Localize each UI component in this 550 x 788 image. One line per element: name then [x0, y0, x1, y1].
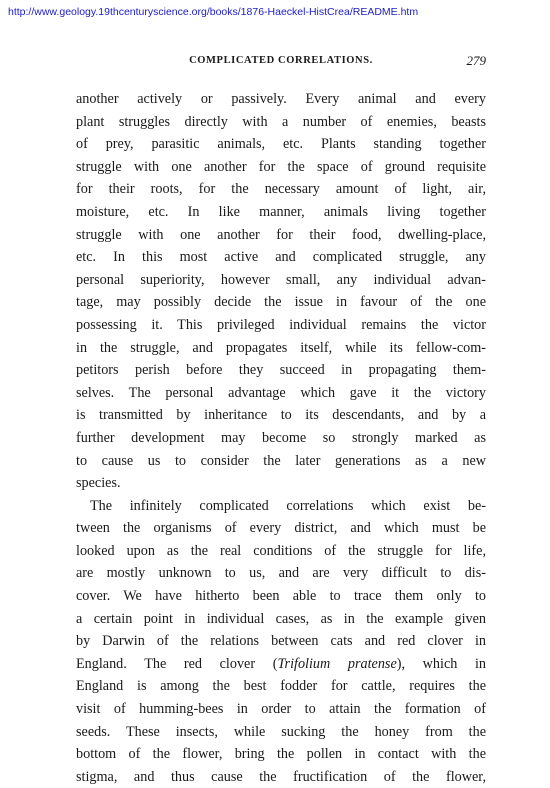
running-title: COMPLICATED CORRELATIONS.: [189, 55, 373, 66]
text-line: tween the organisms of every district, and which must be: [76, 520, 486, 537]
text-line: personal superiority, however small, any individual advan-: [76, 271, 486, 288]
text-line: in the struggle, and propagates itself, while its fellow-com-: [76, 339, 486, 356]
text-line: bottom of the flower, bring the pollen in contact with the: [76, 746, 486, 763]
text-line: to cause us to consider the later generations as a new: [76, 452, 486, 469]
text-line: for their roots, for the necessary amount of light, air,: [76, 181, 486, 198]
text-line: further development may become so strongly marked as: [76, 429, 486, 446]
text-line: species.: [76, 475, 121, 492]
text-line: looked upon as the real conditions of the struggle for life,: [76, 542, 486, 559]
text-line: possessing it. This privileged individual remains the victor: [76, 316, 486, 333]
text-line: The infinitely complicated correlations which exist be-: [90, 497, 486, 514]
text-line: seeds. These insects, while sucking the honey from the: [76, 723, 486, 740]
text-line: plant struggles directly with a number of enemies, beasts: [76, 113, 486, 130]
page-number: 279: [466, 53, 486, 68]
text-segment: ), which in: [396, 655, 486, 672]
body-text: [76, 88, 486, 788]
text-line: visit of humming-bees in order to attain the formation of: [76, 701, 486, 718]
text-line: stigma, and thus cause the fructification of the flower,: [76, 768, 486, 785]
text-line: tage, may possibly decide the issue in favour of the one: [76, 294, 486, 311]
text-line: cover. We have hitherto been able to trace them only to: [76, 588, 486, 605]
text-line: another actively or passively. Every animal and every: [76, 91, 486, 107]
text-line: petitors perish before they succeed in propagating them-: [76, 362, 486, 379]
text-line: England is among the best fodder for cattle, requires the: [76, 678, 486, 695]
text-line: moisture, etc. In like manner, animals living together: [76, 203, 486, 220]
text-segment: England. The red clover (: [76, 655, 278, 672]
text-line: by Darwin of the relations between cats and red clover in: [76, 633, 486, 650]
text-line: struggle with one another for their food, dwelling-place,: [76, 226, 486, 243]
text-line: of prey, parasitic animals, etc. Plants standing together: [76, 136, 486, 153]
text-line: [76, 653, 486, 676]
text-line: is transmitted by inheritance to its descendants, and by a: [76, 407, 486, 424]
text-line: selves. The personal advantage which gave it the victory: [76, 384, 486, 401]
text-line: are mostly unknown to us, and are very difficult to dis-: [76, 565, 486, 582]
text-line: etc. In this most active and complicated struggle, any: [76, 249, 486, 266]
text-line: a certain point in individual cases, as in the example given: [76, 610, 486, 627]
text-line: struggle with one another for the space of ground requisite: [76, 158, 486, 175]
source-url-link[interactable]: http://www.geology.19thcenturyscience.org/books/1876-Haeckel-HistCrea/README.htm: [8, 6, 419, 18]
page-header: [76, 55, 486, 73]
species-name: Trifolium pratense: [277, 655, 397, 672]
